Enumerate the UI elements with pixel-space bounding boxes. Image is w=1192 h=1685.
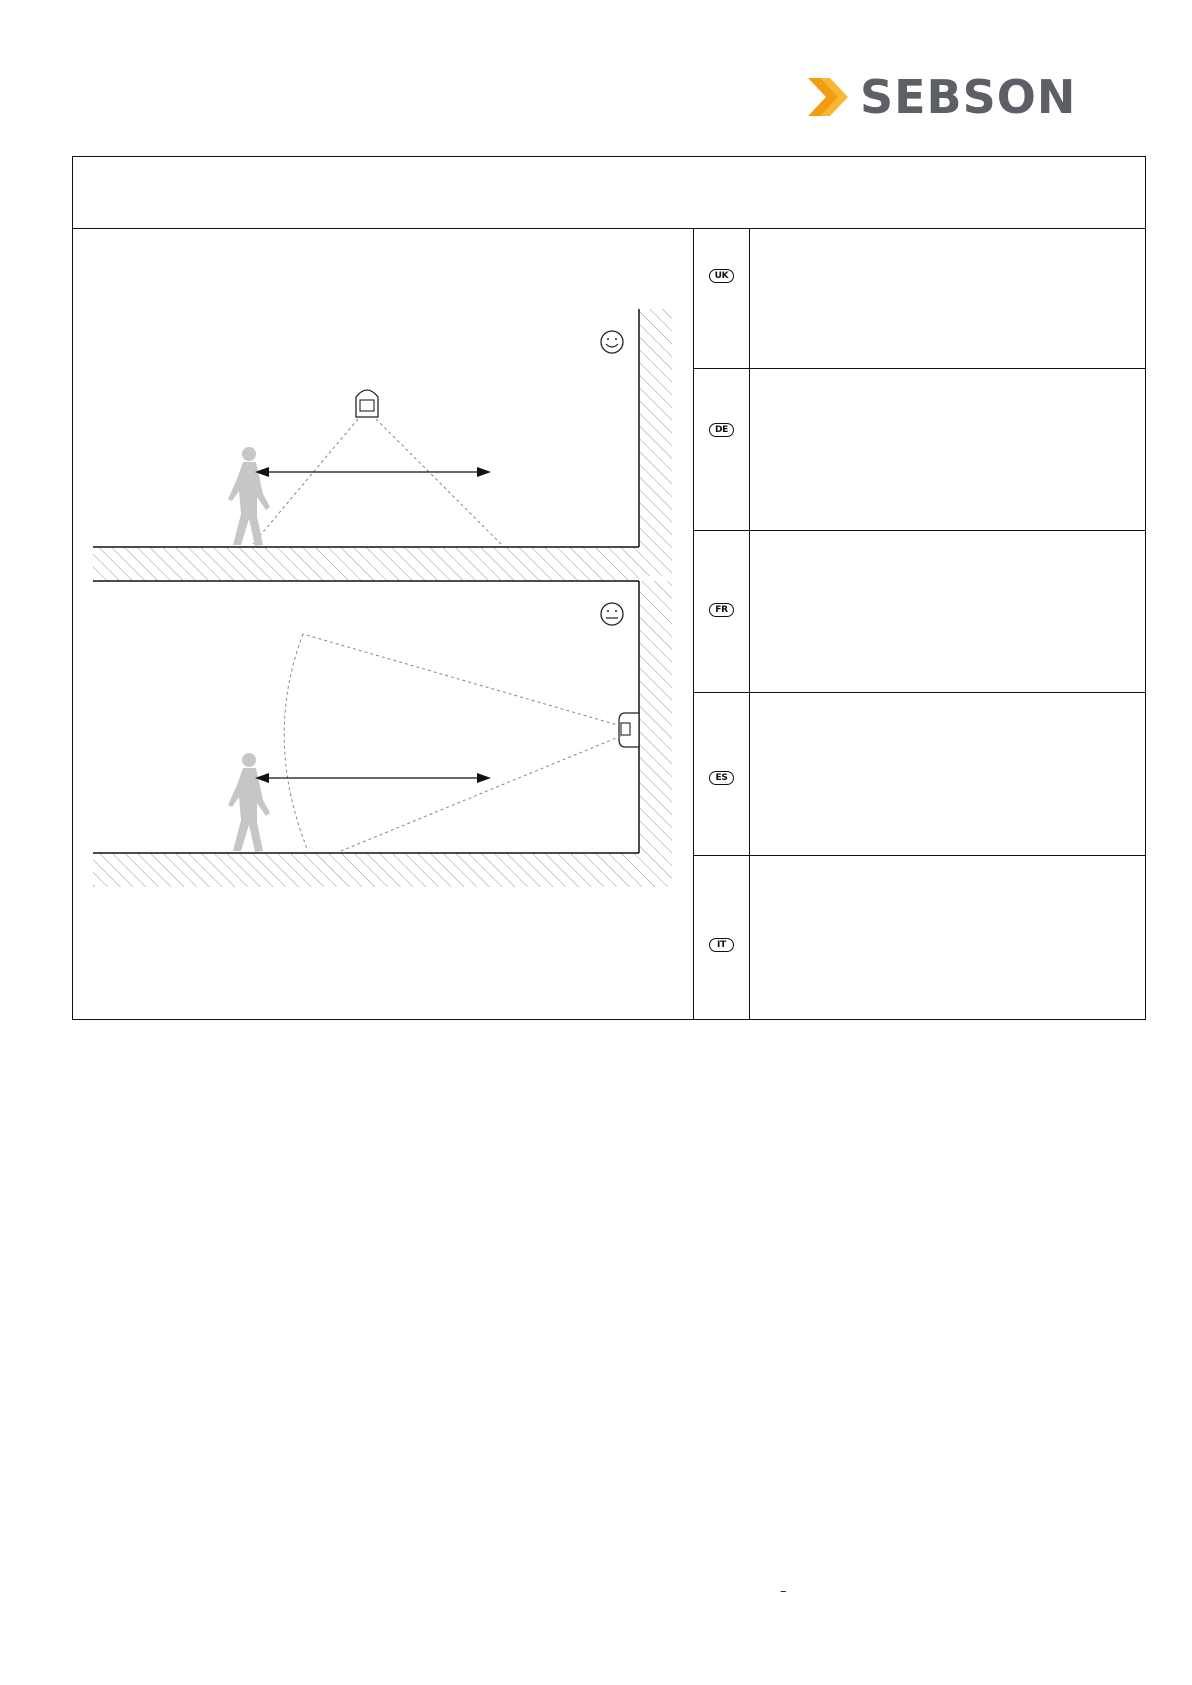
top-wall [639,309,672,576]
bottom-wall [639,581,672,887]
top-scene [93,309,672,581]
language-table [693,229,1145,1019]
language-row-fr [693,531,1145,693]
header-row [73,157,1145,229]
smiling-face-icon [601,331,623,353]
language-badge-es: ES [709,771,734,785]
double-chevron-right-icon [806,76,852,118]
language-badge-it: IT [709,938,734,952]
language-badge-uk: UK [709,269,734,283]
double-headed-arrow-icon [255,773,491,783]
page-number: – [780,1584,787,1599]
language-row-uk [693,229,1145,369]
language-row-es [693,693,1145,856]
language-row-it [693,856,1145,1019]
language-badge-fr: FR [709,603,734,617]
neutral-face-icon [601,603,623,625]
ceiling-motion-sensor-icon [356,390,378,417]
language-row-de [693,369,1145,531]
brand-name: SEBSON [860,70,1077,124]
sensor-placement-illustration [73,229,693,1019]
bottom-floor [93,853,639,887]
double-headed-arrow-icon [255,467,491,477]
walking-person-icon [228,753,270,852]
top-floor [93,547,639,581]
bottom-scene [93,581,672,887]
content-frame [72,156,1146,1020]
wall-motion-sensor-icon [619,713,639,747]
brand-logo [806,70,1077,124]
language-badge-de: DE [709,423,734,437]
